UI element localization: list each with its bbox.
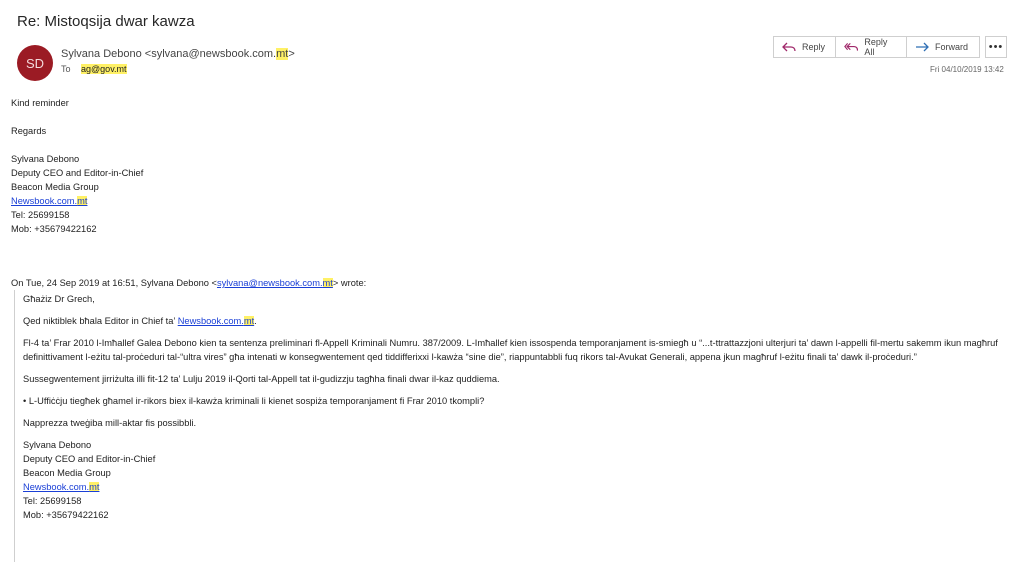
signature-tel: Tel: 25699158 (23, 496, 82, 506)
reply-all-icon (844, 42, 858, 52)
quoted-header (11, 278, 366, 288)
reply-button[interactable] (773, 36, 836, 58)
quoted-intro-link[interactable] (178, 316, 254, 326)
sender-prefix: Sylvana Debono <sylvana@newsbook.com. (61, 48, 277, 60)
forward-button[interactable] (906, 36, 980, 58)
message-body (11, 96, 143, 236)
bullet-dot-icon: • (23, 396, 29, 406)
body-line: Kind reminder (11, 98, 69, 108)
quoted-paragraph: Sussegwentement jirriżulta illi fit-12 ta’ Lulju 2019 il-Qorti tal-Appell tat il-gudizzju tagħha finali dwar il-kaz quddiema. (23, 374, 500, 384)
message-actions (774, 36, 980, 58)
quoted-sender-link[interactable] (217, 278, 333, 288)
quoted-header-text: > wrote: (332, 278, 367, 288)
link-text: sylvana@newsbook.com. (216, 278, 323, 288)
link-text: Newsbook.com. (23, 482, 90, 492)
quoted-closing: Napprezza tweġiba mill-aktar fis possibbli. (23, 418, 197, 428)
quoted-message (23, 292, 1003, 522)
quote-divider (14, 290, 15, 562)
more-actions-button[interactable]: ••• (985, 36, 1007, 58)
signature-link[interactable] (11, 196, 87, 206)
reply-all-label: Reply All (864, 37, 888, 57)
signature-company: Beacon Media Group (11, 182, 99, 192)
signature-name: Sylvana Debono (11, 154, 80, 164)
sender-suffix: > (288, 48, 295, 60)
quoted-greeting: Għażiz Dr Grech, (23, 294, 95, 304)
quoted-intro-text: Qed niktiblek bħala Editor in Chief ta’ (23, 316, 178, 326)
reply-icon (782, 42, 796, 52)
quoted-bullet (23, 394, 1003, 408)
quoted-paragraph: Fl-4 ta’ Frar 2010 l-Imħallef Galea Debono kien ta sentenza preliminari fl-Appell Kriminali Numru. 387/2009. L-Imħallef kien issospenda temporanjament is-smiegħ u “...t-ttrattazzjoni ulterjuri ta’ dawn l-appelli fil-mertu sakemm ikun magħruf definittivament l-eżitu tal-proċeduri tal-“ultra vires” għa intenati w konsegwentement qed tiddifferixxi l-kawża “sine die”, riappuntabbli fuq rikors tal-Avukat Generali, appena jkun magħruf l-eżitu finali ta’ dawk il-proċeduri.” (23, 338, 998, 362)
link-highlight: mt (322, 278, 333, 288)
signature-mob: Mob: +35679422162 (11, 224, 97, 234)
signature-name: Sylvana Debono (23, 440, 92, 450)
link-highlight: mt (77, 196, 88, 206)
recipient-address[interactable]: ag@gov.mt (81, 64, 127, 74)
reply-all-button[interactable] (835, 36, 907, 58)
avatar[interactable]: SD (17, 45, 53, 81)
signature-mob: Mob: +35679422162 (23, 510, 109, 520)
signature-role: Deputy CEO and Editor-in-Chief (23, 454, 156, 464)
signature-tel: Tel: 25699158 (11, 210, 70, 220)
link-text: Newsbook.com. (177, 316, 244, 326)
to-label: To (61, 64, 71, 74)
signature-link[interactable] (23, 482, 99, 492)
body-line: Regards (11, 126, 47, 136)
link-highlight: mt (89, 482, 100, 492)
recipient-line (61, 64, 127, 74)
sender-highlight: mt (276, 48, 289, 60)
link-highlight: mt (243, 316, 255, 326)
quoted-intro (23, 314, 1003, 328)
email-subject: Re: Mistoqsija dwar kawza (17, 13, 195, 30)
quoted-intro-text: . (254, 316, 257, 326)
forward-icon (915, 42, 929, 52)
bullet-text: L-Uffiċċju tiegħek għamel ir-rikors biex il-kawża kriminali li kienet sospiża temporanjament fi Frar 2010 tkompli? (28, 396, 485, 406)
signature-role: Deputy CEO and Editor-in-Chief (11, 168, 144, 178)
signature-company: Beacon Media Group (23, 468, 111, 478)
reply-label: Reply (801, 42, 825, 52)
quoted-header-text: On Tue, 24 Sep 2019 at 16:51, Sylvana Debono < (11, 278, 217, 288)
link-text: Newsbook.com. (11, 196, 78, 206)
sender-line[interactable] (61, 48, 295, 60)
forward-label: Forward (935, 42, 969, 52)
sent-date: Fri 04/10/2019 13:42 (930, 65, 1004, 74)
